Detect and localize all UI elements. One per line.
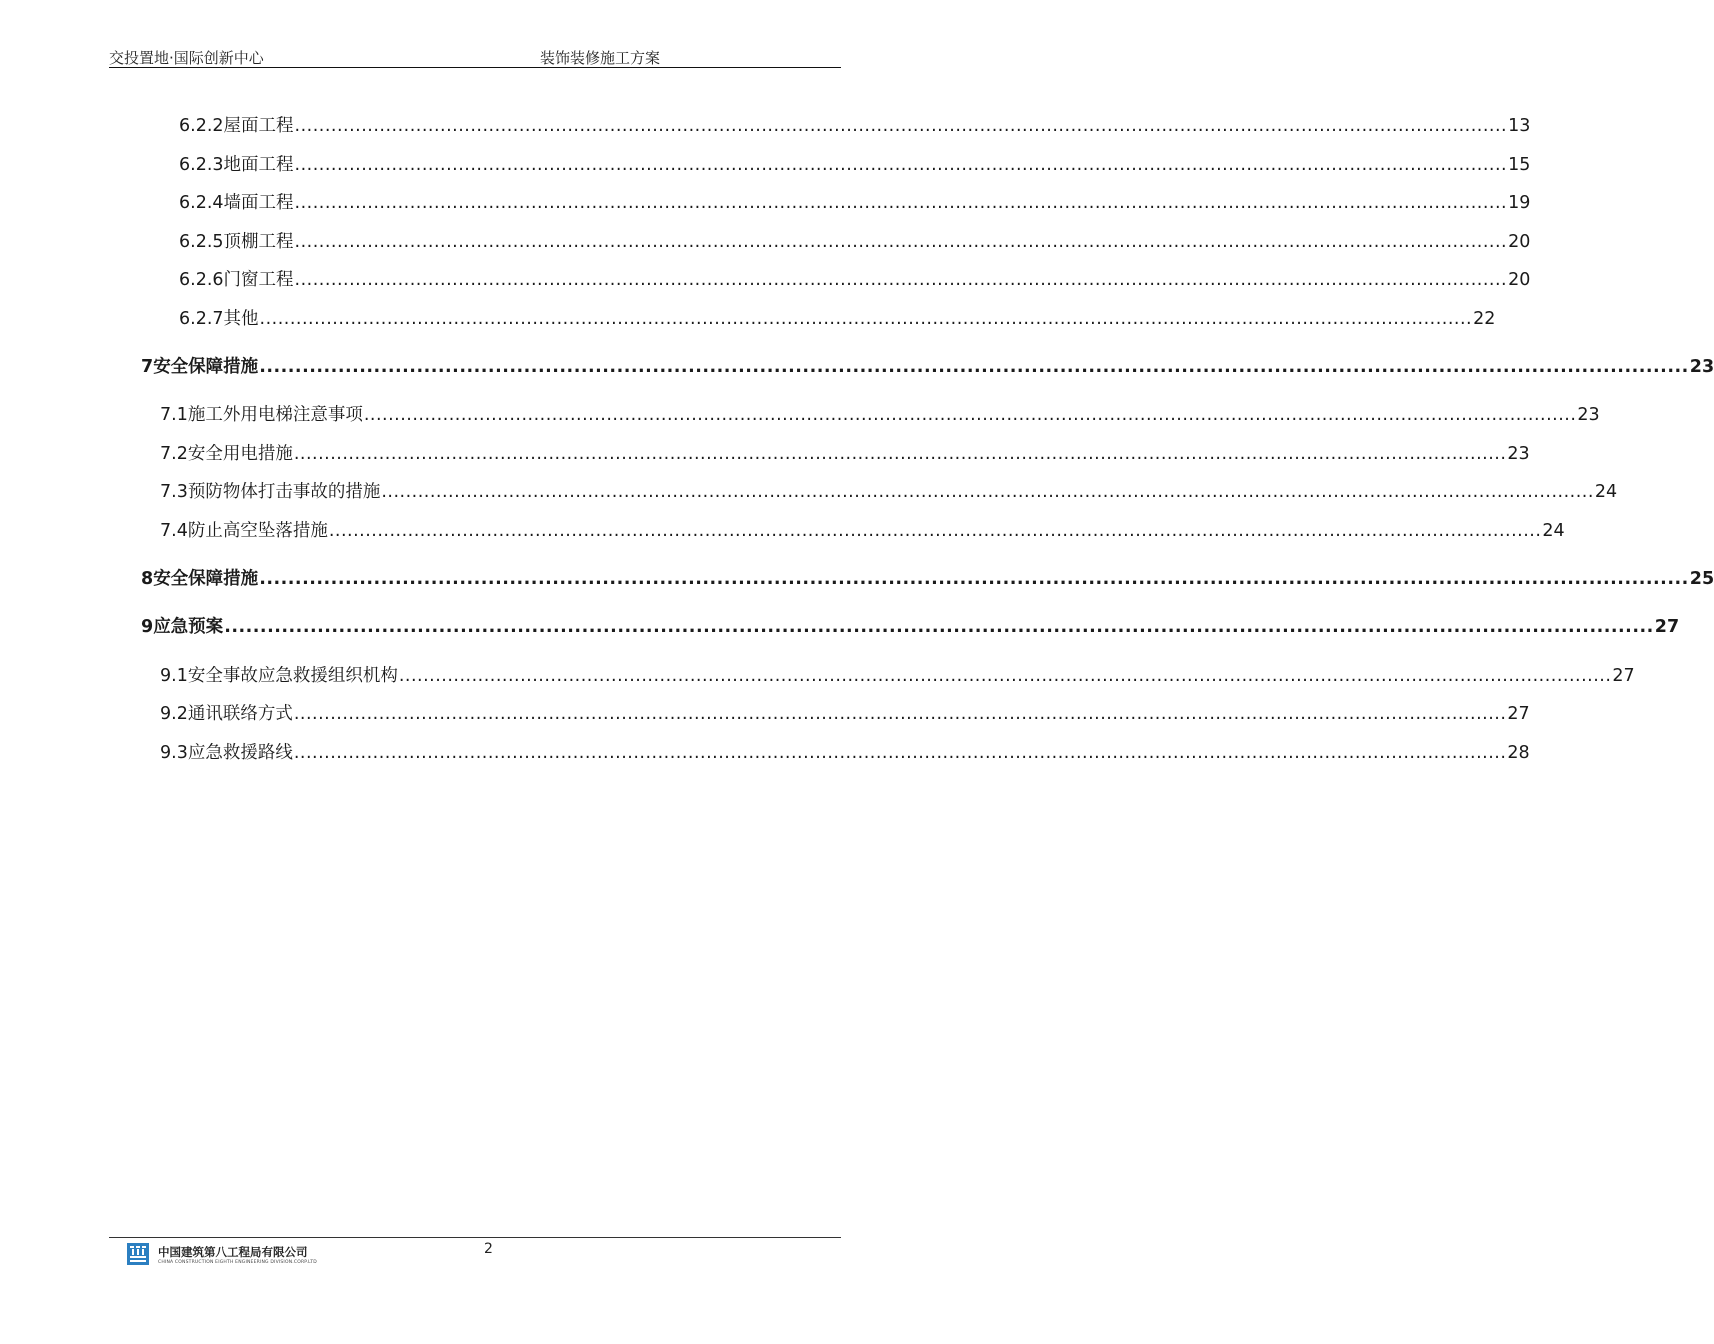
toc-entry-title: 地面工程: [223, 155, 294, 175]
toc-entry-number: 9.3: [160, 743, 188, 763]
toc-leader-dots: ........................................................................................................................................................................................................: [363, 405, 1577, 425]
toc-entry-number: 7.4: [160, 521, 188, 541]
toc-entry-title: 安全保障措施: [153, 357, 259, 377]
toc-entry[interactable]: [141, 616, 1680, 638]
footer-company-name: 中国建筑第八工程局有限公司: [158, 1245, 308, 1259]
toc-entry-number: 6.2.4: [179, 193, 224, 213]
toc-entry[interactable]: [141, 568, 1714, 590]
toc-entry-page: 20: [1508, 232, 1531, 252]
toc-entry[interactable]: [179, 115, 1531, 137]
toc-entry-title: 防止高空坠落措施: [187, 521, 328, 541]
toc-entry-number: 7.1: [160, 405, 188, 425]
toc-entry[interactable]: [160, 520, 1565, 542]
toc-leader-dots: ........................................................................................................................................................................................................: [259, 357, 1689, 377]
toc-leader-dots: ........................................................................................................................................................................................................: [328, 521, 1542, 541]
toc-entry-page: 24: [1594, 482, 1618, 502]
toc-entry-title: 顶棚工程: [223, 232, 294, 252]
toc-entry-page: 19: [1508, 193, 1531, 213]
toc-entry-page: 23: [1577, 405, 1600, 425]
toc-leader-dots: ........................................................................................................................................................................................................: [224, 617, 1654, 637]
toc-leader-dots: ........................................................................................................................................................................................................: [381, 482, 1594, 502]
header-project-name: 交投置地·国际创新中心: [109, 49, 264, 67]
toc-entry[interactable]: [160, 443, 1530, 465]
toc-entry-page: 20: [1508, 270, 1531, 290]
toc-leader-dots: ........................................................................................................................................................................................................: [293, 444, 1507, 464]
toc-entry[interactable]: [179, 308, 1496, 330]
toc-entry-title: 通讯联络方式: [187, 704, 293, 724]
toc-entry-number: 8: [141, 569, 154, 589]
toc-entry-page: 27: [1612, 666, 1635, 686]
header-document-title: 装饰装修施工方案: [540, 49, 661, 67]
toc-entry-page: 27: [1654, 617, 1680, 637]
toc-entry[interactable]: [141, 356, 1714, 378]
toc-entry[interactable]: [179, 192, 1531, 214]
toc-leader-dots: ........................................................................................................................................................................................................: [293, 704, 1507, 724]
toc-entry-title: 应急救援路线: [187, 743, 293, 763]
toc-leader-dots: ........................................................................................................................................................................................................: [259, 309, 1473, 329]
toc-entry-page: 22: [1473, 309, 1496, 329]
toc-entry-title: 其他: [223, 309, 259, 329]
toc-entry-title: 门窗工程: [223, 270, 294, 290]
footer-company-name-en: CHINA CONSTRUCTION EIGHTH ENGINEERING DIVISION.CORP.LTD: [158, 1260, 317, 1265]
toc-entry-page: 15: [1508, 155, 1531, 175]
toc-entry-page: 25: [1689, 569, 1714, 589]
toc-entry-page: 24: [1542, 521, 1565, 541]
toc-entry-title: 屋面工程: [223, 116, 294, 136]
toc-entry-number: 6.2.6: [179, 270, 224, 290]
toc-entry[interactable]: [160, 703, 1530, 725]
toc-entry-number: 7.3: [160, 482, 188, 502]
toc-leader-dots: ........................................................................................................................................................................................................: [294, 270, 1508, 290]
toc-leader-dots: ........................................................................................................................................................................................................: [294, 232, 1508, 252]
toc-leader-dots: ........................................................................................................................................................................................................: [294, 116, 1508, 136]
toc-entry-number: 7: [141, 357, 154, 377]
page-number: 2: [484, 1241, 493, 1257]
toc-entry-page: 23: [1689, 357, 1714, 377]
toc-entry-title: 安全用电措施: [187, 444, 293, 464]
toc-entry-title: 安全事故应急救援组织机构: [187, 666, 398, 686]
toc-entry-number: 6.2.7: [179, 309, 224, 329]
toc-entry[interactable]: [160, 481, 1618, 503]
toc-entry[interactable]: [160, 665, 1635, 687]
toc-leader-dots: ........................................................................................................................................................................................................: [259, 569, 1689, 589]
toc-entry-number: 7.2: [160, 444, 188, 464]
toc-entry-page: 13: [1508, 116, 1531, 136]
toc-entry-page: 23: [1507, 444, 1530, 464]
toc-entry-number: 6.2.5: [179, 232, 224, 252]
toc-entry-title: 墙面工程: [223, 193, 294, 213]
toc-entry[interactable]: [179, 154, 1531, 176]
footer-divider: [109, 1237, 841, 1238]
toc-entry-page: 28: [1507, 743, 1530, 763]
company-logo-icon: [127, 1243, 149, 1265]
toc-entry-number: 6.2.3: [179, 155, 224, 175]
toc-entry-page: 27: [1507, 704, 1530, 724]
toc-entry-number: 6.2.2: [179, 116, 224, 136]
toc-leader-dots: ........................................................................................................................................................................................................: [294, 193, 1508, 213]
toc-entry-title: 施工外用电梯注意事项: [187, 405, 363, 425]
toc-entry-title: 应急预案: [153, 617, 224, 637]
toc-leader-dots: ........................................................................................................................................................................................................: [293, 743, 1507, 763]
toc-leader-dots: ........................................................................................................................................................................................................: [294, 155, 1508, 175]
toc-entry-title: 安全保障措施: [153, 569, 259, 589]
toc-entry-number: 9.1: [160, 666, 188, 686]
toc-entry[interactable]: [179, 231, 1531, 253]
toc-entry-title: 预防物体打击事故的措施: [187, 482, 381, 502]
toc-entry-number: 9: [141, 617, 154, 637]
toc-entry[interactable]: [160, 404, 1600, 426]
toc-entry[interactable]: [160, 742, 1530, 764]
toc-entry[interactable]: [179, 269, 1531, 291]
toc-entry-number: 9.2: [160, 704, 188, 724]
toc-leader-dots: ........................................................................................................................................................................................................: [398, 666, 1612, 686]
